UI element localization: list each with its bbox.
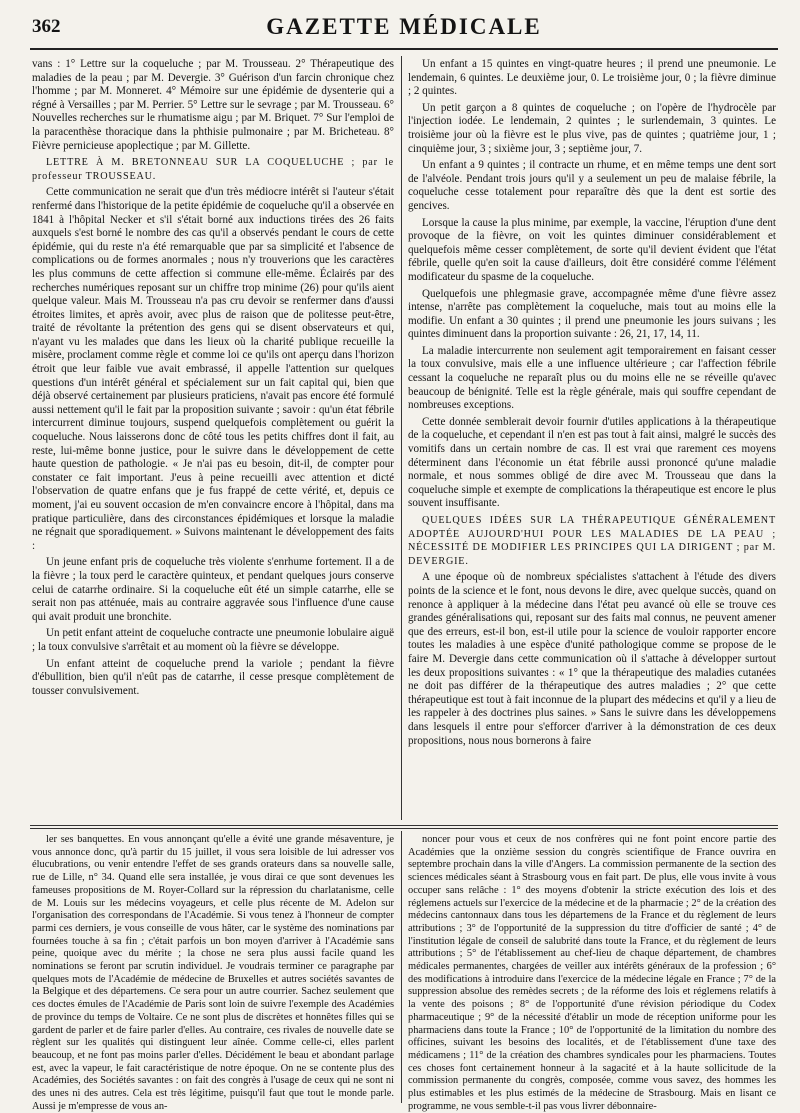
- body-paragraph: Un jeune enfant pris de coqueluche très violente s'enrhume fortement. Il a de la fièvre ; la toux perd le caractère quinteux, et pendant quelques jours conserve celui de catarrhe ordinaire. Si la coqueluche eût été un simple catarrhe, elle se serait non pas atténuée, mais au contraire aggravée sous l'influence d'une cause qui avait produit une bronchite.: [32, 556, 394, 623]
- page-number: 362: [32, 16, 61, 37]
- feuilleton-left-column: [32, 834, 394, 1112]
- feuilleton-rule-double: [30, 828, 778, 829]
- body-paragraph: Un enfant a 15 quintes en vingt-quatre heures ; il prend une pneumonie. Le lendemain, 6 quintes. Le deuxième jour, 0. Le troisième jour, 0 ; la fièvre diminue ; 2 quintes.: [408, 58, 776, 98]
- masthead-title: GAZETTE MÉDICALE: [266, 14, 542, 39]
- body-paragraph: Cette donnée semblerait devoir fournir d'utiles applications à la thérapeutique de la coqueluche, et cependant il n'en est pas tout à fait ainsi, malgré le succès des vomitifs dans un certain nombre de cas. Il est vrai que rarement ces moyens déterminent dans l'économie un état fébrile aussi prononcé qu'une maladie normale, et nous sommes obligé de dire avec M. Trousseau que dans la coqueluche simple et exempte de complications la thérapeutique est encore le plus souvent insuffisante.: [408, 415, 776, 510]
- body-paragraph: Quelquefois une phlegmasie grave, accompagnée même d'une fièvre assez intense, n'arrête pas complètement la coqueluche, mais tout au moins elle la modifie. Un enfant a 30 quintes ; il prend une pneumonie les jours suivans ; les quintes diminuent dans la proportion suivante : 26, 21, 17, 14, 11.: [408, 287, 776, 341]
- feuilleton-paragraph: noncer pour vous et ceux de nos confrères qui ne font point encore partie des Académies que la onzième session du congrès scientifique de France ouvrira en septembre prochain dans la ville d'Angers. La commission permanente de la section des sciences médicales séant à Strasbourg vous en fait part. De plus, elle vous invite à vous occuper sans relâche : 1° des moyens d'obtenir la stricte exécution des lois et des réglemens actuels sur l'exercice de la médecine et de la pharmacie ; 2° de la création des médecins cantonnaux dans tous les départemens de la France et du règlement de leurs attributions ; 3° de l'opportunité de la suppression du titre d'officier de santé ; 4° de l'institution légale de conseil de salubrité dans toute la France, et du règlement de leurs attributions ; 5° de l'établissement au chef-lieu de chaque département, de chambres médicales permanentes, chargées de veiller aux intérêts généraux de la profession ; 6° des modifications à introduire dans l'exercice de la médecine légale en France ; 7° de la suppression absolue des remèdes secrets ; de la réforme des lois et réglemens relatifs à la vente des poisons ; 8° de l'opportunité d'une révision périodique du Codex pharmaceutique ; 9° de la nécessité d'établir un mode de réception uniforme pour les pharmaciens dans toute la France ; 10° de l'opportunité de la limitation du nombre des officines, suivant les besoins des localités, et de l'établissement d'une taxe des médicamens ; 11° de la création des chambres syndicales pour les pharmaciens. Toutes ces choses font certainement honneur à la sagacité et à la haute sollicitude de la commission permanente du congrès, composée, comme vous savez, des hommes les plus estimables et les plus estimés de la médecine de Strasbourg. Mais en lisant ce programme, ne vous semble-t-il pas vous livrer débonnaire-: [408, 834, 776, 1112]
- article-heading-devergie: QUELQUES IDÉES SUR LA THÉRAPEUTIQUE GÉNÉRALEMENT ADOPTÉE AUJOURD'HUI POUR LES MALADIES DE LA PEAU ; NÉCESSITÉ DE MODIFIER LES PRINCIPES QUI LA DIRIGENT ; par M. DEVERGIE.: [408, 515, 776, 567]
- column-divider: [401, 56, 402, 820]
- body-paragraph: La maladie intercurrente non seulement agit temporairement en faisant cesser la toux convulsive, mais elle a une influence ultérieure ; car l'affection fébrile cessant la coqueluche ne reparaît plus ou du moins elle ne se réveille qu'avec beaucoup de bénignité. Telle est la règle générale, mais qui souffre cependant de nombreuses exceptions.: [408, 344, 776, 412]
- left-column: [32, 58, 394, 820]
- body-paragraph: Un petit garçon a 8 quintes de coqueluche ; on l'opère de l'hydrocèle par l'injection iodée. Le lendemain, 2 quintes ; le surlendemain, 3 quintes. Le troisième jour où la fièvre est le plus vive, pas de quintes ; quatrième jour, 1 ; cinquième jour, 3 ; sixième jour, 3 ; septième jour, 7.: [408, 101, 776, 155]
- page-header: [32, 12, 776, 42]
- right-column: [408, 58, 776, 820]
- body-paragraph: Un enfant a 9 quintes ; il contracte un rhume, et en même temps une dent sort de l'alvéole. Pendant trois jours qu'il y a seulement un peu de malaise fébrile, la coqueluche cesse totalement pour reparaître dès que la dent est sortie des gencives.: [408, 159, 776, 212]
- feuilleton-paragraph: ler ses banquettes. En vous annonçant qu'elle a évité une grande mésaventure, je vous annonce donc, qu'à partir du 15 juillet, il vous sera loisible de lui adresser vos élucubrations, ou venir entendre l'effet de ses grands orateurs dans sa nouvelle salle, rue de Lille, n° 34. Quand elle sera installée, je vous dirai ce que sont devenues les fameuses propositions de M. Royer-Collard sur la répression du charlatanisme, celle de M. Louis sur les médecins voyageurs, et celle plus récente de M. Adelon sur l'organisation des correspondans de l'Académie. Si vous tenez à l'honneur de compter parmi ces derniers, je vous conseille de vous hâter, car le système des nominations par fournées touche à sa fin ; c'était parfois un bon moyen d'arriver à l'Académie sans peine, quoique avec du mérite ; la chose ne sera plus aussi facile quand les nominations se feront par scrutin individuel. Je voudrais terminer ce paragraphe par quelques mots de l'Académie de médecine de Bruxelles et autres sociétés savantes de la Belgique et des départemens. Ce sera pour un autre courrier. Sachez seulement que ces doctes émules de l'Académie de Paris sont loin de suivre l'exemple des Académies de province du temps de Voltaire. Ce ne sont plus de discrètes et honnêtes filles qui se gardent de parler et de faire parler d'elles. Au contraire, ces rivales de nouvelle date se règlent sur les qualités qui distinguent leur aînée. Comme celle-ci, elles parlent beaucoup, et ne font pas moins parler d'elles. Décidément le beau et abondant parlage est, avec la vapeur, le fait caractéristique de notre époque. On ne se contente plus des Académies, des Sociétés savantes : on fait des congrès à l'usage de ceux qui ne sont ni des unes ni des autres. Cela est très légitime, puisqu'il faut que tout le monde parle. Aussi je m'empresse de vous an-: [32, 834, 394, 1112]
- feuilleton-column-divider: [401, 831, 402, 1103]
- body-paragraph: Cette communication ne serait que d'un très médiocre intérêt si l'auteur s'était renfermé dans l'historique de la petite épidémie de coqueluche qu'il a observée en 1841 à l'hôpital Necker et s'il s'était borné aux inductions tirées des 26 faits auxquels s'est borné le nombre des cas qu'il a observés pendant le cours de cette épidémie, qui du reste n'a été remarquable que par sa simplicité et l'absence de complications ou de formes anormales ; nous n'y trouverions que les caractères les plus communs de cette affection si commune elle-même. Éclairés par des recherches numériques reposant sur un chiffre trop minime (26) pour qu'ils aient quelque valeur. Mais M. Trousseau n'a pas cru devoir se renfermer dans d'aussi étroites limites, et après avoir, avec plus de raison que de politesse peut-être, traité de révoltante la prétention des gens qui se disent observateurs et qui, n'ayant vu les malades que dans les lieux où la charité publique recueille la misère, proclament comme règle et comme loi ce qu'ils ont aperçu dans l'horizon étroit que leur faible vue avait embrassé, il appelle l'attention sur quelques questions d'un intérêt général et spécialement sur un fait capital qui, bien que déjà observé certainement par plusieurs praticiens, n'avait pas encore été formulé aussi nettement qu'il le fait par la proposition suivante ; savoir : qu'un état fébrile intercurrent diminue toujours, suspend quelquefois complètement ou guérit la coqueluche. Nous laisserons donc de côté tous les petits chiffres dont il fait, au reste, lui-même bonne justice, pour le suivre dans le développement de cette haute question de pathologie. « Je n'ai pas eu besoin, dit-il, de compter pour constater ce fait important. J'eus à peine recueilli avec attention et dicté l'observation de quatre enfans que je fus frappé de cette vérité, et, depuis ce moment, j'ai eu souvent occasion de m'en convaincre encore à l'hôpital, dans ma pratique particulière, dans des circonstances épidémiques et lorsque la maladie ne régnait que sporadiquement. » Suivons maintenant le développement des faits :: [32, 186, 394, 552]
- feuilleton-right-column: [408, 834, 776, 1112]
- body-paragraph: Un petit enfant atteint de coqueluche contracte une pneumonie lobulaire aiguë ; la toux convulsive s'arrêtait et au moment où la fièvre se développe.: [32, 627, 394, 653]
- feuilleton-rule: [30, 825, 778, 826]
- body-paragraph: Lorsque la cause la plus minime, par exemple, la vaccine, l'éruption d'une dent provoque de la fièvre, on voit les quintes diminuer considérablement et quelquefois même cesser complètement, de sorte qu'il devient évident que l'état fébrile, quelle qu'en soit la cause d'ailleurs, doit être considéré comme l'élément modificateur du spasme de la coqueluche.: [408, 216, 776, 283]
- header-rule: [30, 48, 778, 50]
- body-paragraph: Un enfant atteint de coqueluche prend la variole ; pendant la fièvre d'ébullition, bien qu'il n'eût pas de catarrhe, il cesse presque complètement de tousser convulsivement.: [32, 657, 394, 697]
- body-paragraph: A une époque où de nombreux spécialistes s'attachent à l'étude des divers points de la science et le font, nous devons le dire, avec quelque succès, quand on renonce à appliquer à la médecine dans l'état peu avancé où elle se trouve ces grandes généralisations qui, reposant sur des faits mal connus, ne peuvent amener que des erreurs, est-il bon, est-il utile pour la science de vouloir rapporter encore toutes les maladies à une espèce d'unité pathologique comme se propose de le faire M. Devergie dans cette communication où il s'attache à développer surtout les deux propositions suivantes : « 1° que la thérapeutique des maladies cutanées ne doit pas différer de la thérapeutique des autres maladies ; 2° que cette thérapeutique est tout à fait inconnue de la plupart des médecins et qu'il y a lieu de les rappeler à des doctrines plus saines. » Sans le suivre dans les développemens dans lesquels il entre pour s'efforcer d'arriver à la démonstration de ces deux propositions, nous nous bornerons à faire: [408, 571, 776, 747]
- intro-paragraph: vans : 1° Lettre sur la coqueluche ; par M. Trousseau. 2° Thérapeutique des maladies de la peau ; par M. Devergie. 3° Guérison d'un farcin chronique chez l'homme ; par M. Monneret. 4° Mémoire sur une épidémie de dysenterie qui a régné à Versailles ; par M. Perrier. 5° Lettre sur le sevrage ; par M. Trousseau. 6° Nouvelles recherches sur le rhumatisme aigu ; par M. Briquet. 7° Sur l'emploi de la paracenthèse thoracique dans la phthisie pulmonaire ; par M. Bricheteau. 8° Fièvre pernicieuse apoplectique ; par M. Gillette.: [32, 58, 394, 152]
- article-heading-coqueluche: LETTRE À M. BRETONNEAU SUR LA COQUELUCHE ; par le professeur TROUSSEAU.: [32, 157, 394, 182]
